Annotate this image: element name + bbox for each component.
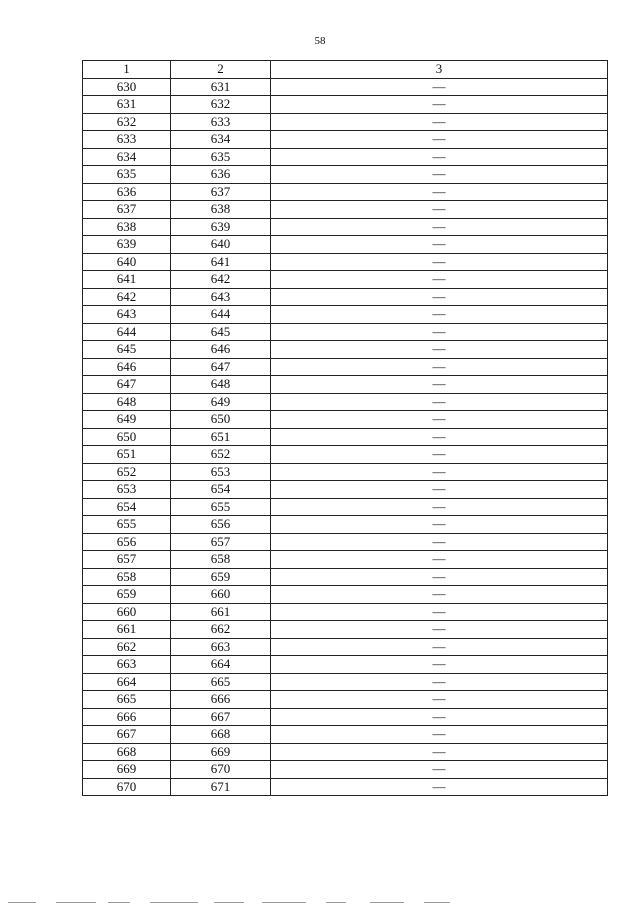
table-cell-col3: — [271,708,608,726]
table-cell-col2: 632 [171,96,271,114]
table-cell-col1: 651 [83,446,171,464]
table-row [83,586,608,604]
data-table [82,60,608,796]
table-cell-col2: 634 [171,131,271,149]
table-cell-col3: — [271,498,608,516]
table-cell-col3: — [271,148,608,166]
table-cell-col2: 664 [171,656,271,674]
table-row [83,393,608,411]
table-cell-col3: — [271,551,608,569]
table-cell-col3: — [271,603,608,621]
table-cell-col1: 631 [83,96,171,114]
table-cell-col2: 633 [171,113,271,131]
table-cell-col2: 654 [171,481,271,499]
table-cell-col3: — [271,323,608,341]
table-cell-col1: 647 [83,376,171,394]
table-row [83,78,608,96]
table-cell-col1: 657 [83,551,171,569]
table-cell-col1: 659 [83,586,171,604]
table-cell-col1: 640 [83,253,171,271]
table-cell-col1: 635 [83,166,171,184]
table-cell-col3: — [271,726,608,744]
table-cell-col3: — [271,131,608,149]
table-cell-col2: 661 [171,603,271,621]
table-row [83,411,608,429]
table-row [83,463,608,481]
table-cell-col2: 667 [171,708,271,726]
table-cell-col3: — [271,288,608,306]
table-cell-col1: 660 [83,603,171,621]
table-row [83,568,608,586]
table-cell-col2: 663 [171,638,271,656]
table-cell-col3: — [271,481,608,499]
column-header-3: 3 [271,61,608,79]
table-cell-col3: — [271,376,608,394]
table-row [83,288,608,306]
table-cell-col1: 650 [83,428,171,446]
table-cell-col1: 639 [83,236,171,254]
table-cell-col2: 641 [171,253,271,271]
table-row [83,551,608,569]
table-cell-col2: 666 [171,691,271,709]
table-row [83,113,608,131]
table-cell-col1: 641 [83,271,171,289]
table-cell-col1: 668 [83,743,171,761]
table-cell-col1: 670 [83,778,171,796]
table-cell-col2: 658 [171,551,271,569]
table-row [83,323,608,341]
table-row [83,271,608,289]
table-cell-col3: — [271,691,608,709]
table-row [83,691,608,709]
table-cell-col3: — [271,568,608,586]
table-cell-col3: — [271,183,608,201]
table-cell-col2: 652 [171,446,271,464]
table-row [83,708,608,726]
table-cell-col2: 648 [171,376,271,394]
table-cell-col1: 664 [83,673,171,691]
table-header [83,61,608,79]
table-cell-col2: 631 [171,78,271,96]
table-row [83,166,608,184]
table-cell-col2: 644 [171,306,271,324]
table-cell-col1: 648 [83,393,171,411]
table-cell-col2: 656 [171,516,271,534]
table-row [83,253,608,271]
table-row [83,761,608,779]
table-cell-col1: 662 [83,638,171,656]
table-cell-col1: 669 [83,761,171,779]
table-cell-col3: — [271,463,608,481]
table-cell-col2: 638 [171,201,271,219]
table-cell-col1: 636 [83,183,171,201]
table-row [83,236,608,254]
table-cell-col3: — [271,533,608,551]
table-row [83,498,608,516]
table-cell-col2: 668 [171,726,271,744]
table-row [83,201,608,219]
table-cell-col3: — [271,673,608,691]
table-cell-col1: 667 [83,726,171,744]
table-cell-col3: — [271,761,608,779]
table-cell-col1: 632 [83,113,171,131]
table-row [83,428,608,446]
table-row [83,621,608,639]
table-cell-col3: — [271,341,608,359]
table-cell-col2: 645 [171,323,271,341]
table-row [83,183,608,201]
table-row [83,131,608,149]
table-cell-col1: 630 [83,78,171,96]
table-cell-col3: — [271,411,608,429]
table-cell-col3: — [271,446,608,464]
table-cell-col3: — [271,393,608,411]
table-cell-col1: 638 [83,218,171,236]
table-cell-col3: — [271,306,608,324]
table-cell-col2: 653 [171,463,271,481]
table-cell-col2: 651 [171,428,271,446]
table-cell-col2: 655 [171,498,271,516]
table-cell-col2: 643 [171,288,271,306]
column-header-2: 2 [171,61,271,79]
table-cell-col3: — [271,253,608,271]
table-row [83,341,608,359]
table-cell-col3: — [271,638,608,656]
table-cell-col3: — [271,743,608,761]
table-cell-col1: 634 [83,148,171,166]
table-row [83,673,608,691]
table-row [83,306,608,324]
table-cell-col3: — [271,236,608,254]
table-cell-col3: — [271,516,608,534]
table-row [83,481,608,499]
table-row [83,726,608,744]
table-cell-col1: 649 [83,411,171,429]
table-cell-col2: 646 [171,341,271,359]
table-cell-col2: 665 [171,673,271,691]
table-cell-col2: 669 [171,743,271,761]
table-cell-col3: — [271,166,608,184]
table-row [83,446,608,464]
header-row [83,61,608,79]
table-cell-col2: 649 [171,393,271,411]
table-cell-col3: — [271,656,608,674]
table-cell-col1: 642 [83,288,171,306]
table-cell-col3: — [271,201,608,219]
table-cell-col1: 644 [83,323,171,341]
table-cell-col1: 661 [83,621,171,639]
table-body [83,78,608,796]
table-cell-col1: 655 [83,516,171,534]
table-cell-col1: 656 [83,533,171,551]
table-cell-col2: 670 [171,761,271,779]
table-cell-col2: 650 [171,411,271,429]
table-row [83,656,608,674]
table-row [83,376,608,394]
table-row [83,638,608,656]
table-row [83,778,608,796]
page-number: 58 [314,35,326,47]
table-cell-col3: — [271,78,608,96]
table-cell-col2: 671 [171,778,271,796]
table-cell-col1: 654 [83,498,171,516]
table-cell-col2: 636 [171,166,271,184]
table-row [83,743,608,761]
table-cell-col2: 637 [171,183,271,201]
table-row [83,148,608,166]
table-cell-col2: 640 [171,236,271,254]
table-cell-col2: 639 [171,218,271,236]
table-cell-col1: 646 [83,358,171,376]
table-cell-col1: 652 [83,463,171,481]
table-row [83,516,608,534]
table-cell-col3: — [271,621,608,639]
column-header-1: 1 [83,61,171,79]
table-row [83,358,608,376]
table-row [83,218,608,236]
table-cell-col1: 645 [83,341,171,359]
table-cell-col1: 665 [83,691,171,709]
table-cell-col2: 642 [171,271,271,289]
table-cell-col3: — [271,271,608,289]
table-cell-col2: 647 [171,358,271,376]
table-cell-col3: — [271,113,608,131]
table-cell-col1: 658 [83,568,171,586]
table-cell-col1: 637 [83,201,171,219]
scan-edge-artifact [0,898,640,905]
table-row [83,603,608,621]
table-cell-col2: 657 [171,533,271,551]
table-cell-col3: — [271,778,608,796]
table-cell-col2: 660 [171,586,271,604]
table-cell-col2: 635 [171,148,271,166]
table-cell-col2: 659 [171,568,271,586]
table-cell-col3: — [271,96,608,114]
table-cell-col1: 653 [83,481,171,499]
table-cell-col1: 663 [83,656,171,674]
table-row [83,533,608,551]
table-cell-col1: 643 [83,306,171,324]
table-cell-col3: — [271,428,608,446]
table-cell-col3: — [271,218,608,236]
table-cell-col2: 662 [171,621,271,639]
table-cell-col3: — [271,586,608,604]
table-row [83,96,608,114]
table-cell-col1: 633 [83,131,171,149]
table-cell-col3: — [271,358,608,376]
table-cell-col1: 666 [83,708,171,726]
